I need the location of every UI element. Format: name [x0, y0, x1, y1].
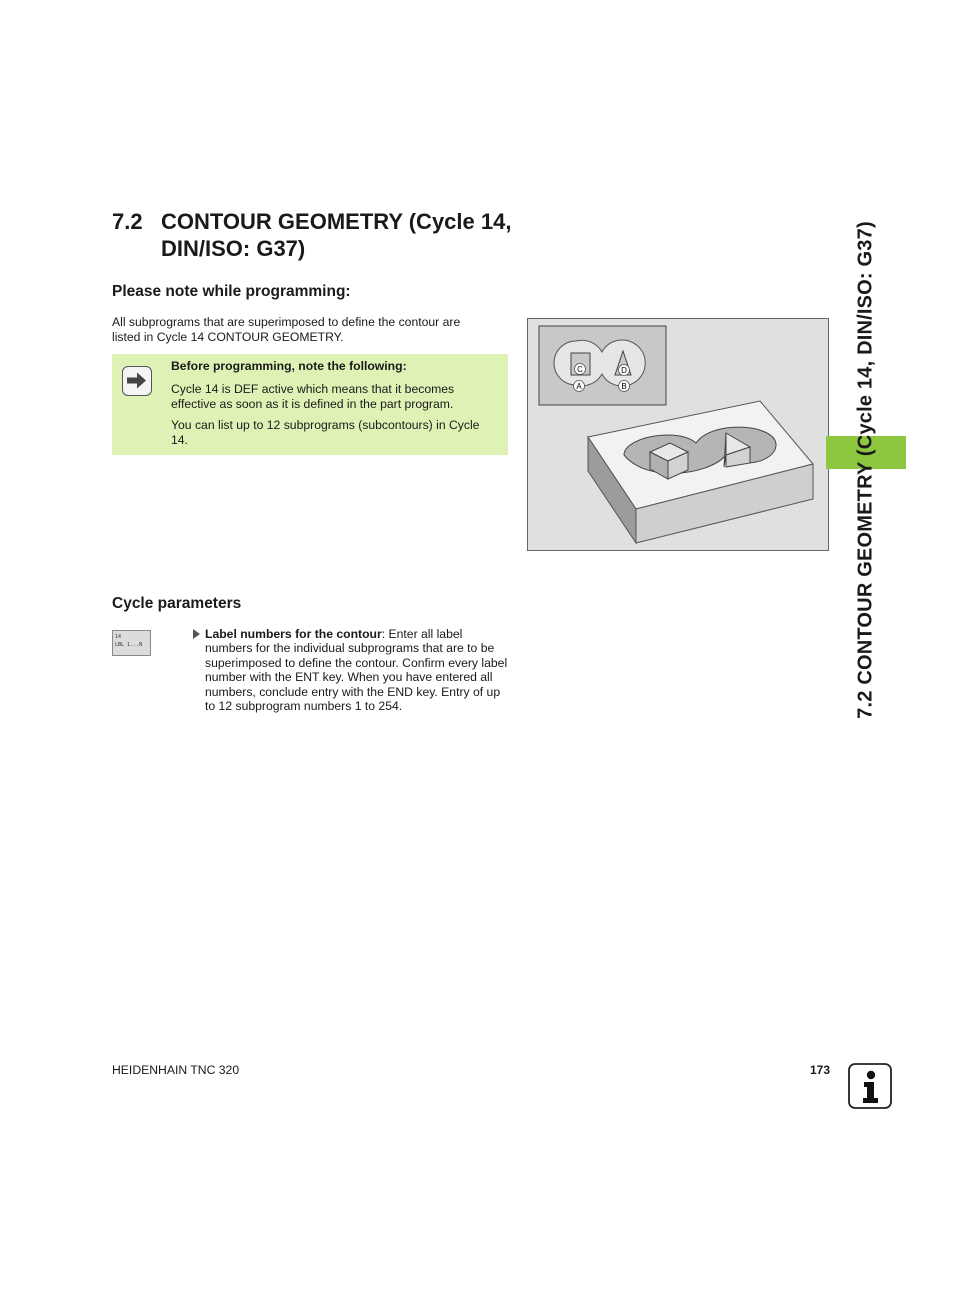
label-d: D — [621, 366, 627, 375]
side-title-text: 7.2 CONTOUR GEOMETRY (Cycle 14, DIN/ISO: G37) — [854, 221, 877, 719]
label-b: B — [621, 382, 627, 391]
section-heading-note: Please note while programming: — [112, 283, 351, 300]
chapter-title-line2: DIN/ISO: G37) — [161, 236, 306, 261]
intro-paragraph: All subprograms that are superimposed to define the contour are listed in Cycle 14 CONTOUR GEOMETRY. — [112, 315, 461, 344]
page-number: 173 — [809, 1063, 830, 1077]
bullet-triangle-icon — [193, 629, 200, 639]
softkey-line-2: LBL 1...N — [115, 642, 143, 648]
section-heading-params: Cycle parameters — [112, 595, 242, 612]
parameter-description — [193, 627, 508, 713]
label-c: C — [577, 365, 583, 374]
softkey-line-1: 14 — [115, 634, 122, 640]
param-label: Label numbers for the contour — [205, 627, 382, 641]
contour-figure — [527, 318, 829, 551]
chapter-title-line1: CONTOUR GEOMETRY (Cycle 14, — [161, 209, 512, 234]
note-box — [112, 354, 508, 455]
label-a: A — [576, 382, 582, 391]
footer-product: HEIDENHAIN TNC 320 — [112, 1063, 240, 1077]
note-paragraph-1: Cycle 14 is DEF active which means that it becomes effective as soon as it is defined in the part program. — [171, 382, 455, 411]
info-icon — [848, 1063, 892, 1109]
chapter-number: 7.2 — [112, 209, 143, 234]
note-title: Before programming, note the following: — [171, 359, 407, 373]
param-text: : Enter all label numbers for the individual subprograms that are to be superimposed to define the contour. Confirm every label number with the ENT key. When you have entered all numbers, conclude entry with the END key. Entry of up to 12 subprogram numbers 1 to 254. — [205, 627, 508, 714]
chapter-title — [112, 208, 542, 262]
contour-illustration — [528, 319, 828, 550]
note-paragraph-2: You can list up to 12 subprograms (subcontours) in Cycle 14. — [171, 418, 480, 447]
note-text — [171, 359, 491, 454]
arrow-right-icon — [122, 366, 152, 396]
cycle-softkey[interactable] — [112, 630, 151, 656]
